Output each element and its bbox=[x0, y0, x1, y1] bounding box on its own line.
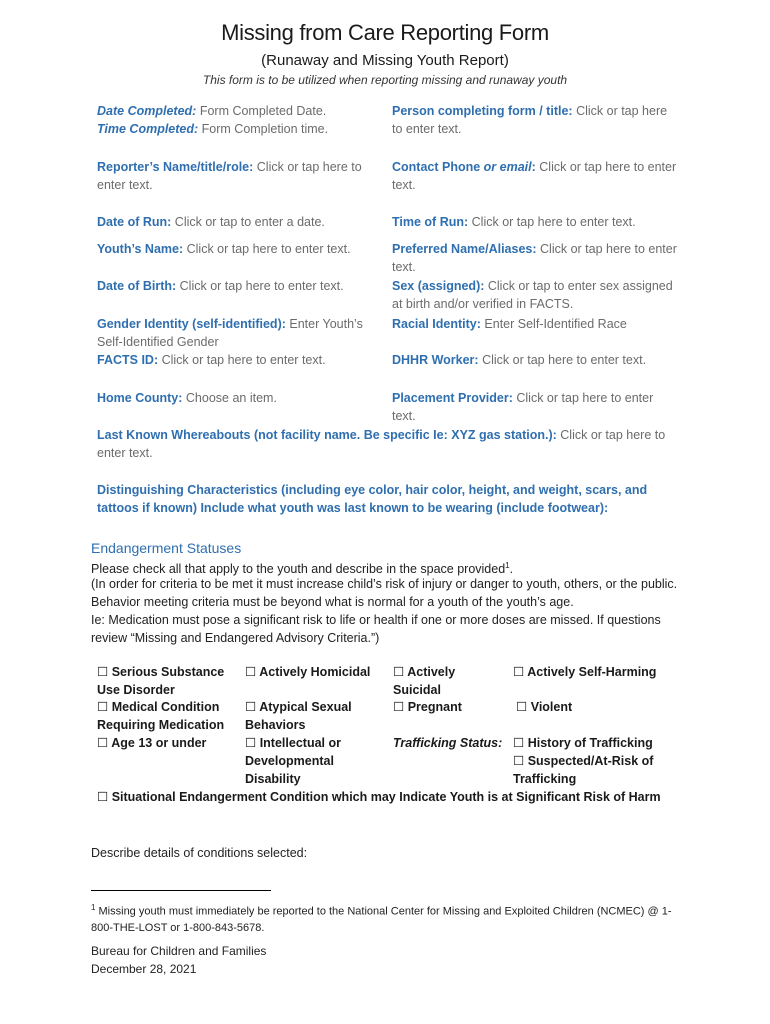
checkbox-label: Intellectual or Developmental Disability bbox=[245, 736, 341, 786]
gender-identity-value[interactable]: Enter Youth’s Self-Identified Gender bbox=[97, 317, 363, 349]
distinguishing-characteristics-field[interactable] bbox=[97, 481, 682, 517]
sex-assigned-label: Sex (assigned): bbox=[392, 279, 485, 293]
checkbox-violent[interactable] bbox=[516, 698, 656, 716]
racial-identity-field[interactable] bbox=[392, 315, 682, 333]
person-completing-field[interactable] bbox=[392, 102, 677, 138]
preferred-name-label: Preferred Name/Aliases: bbox=[392, 242, 537, 256]
distinguishing-label: Distinguishing Characteristics (including eye color, hair color, height, and weight, scars, and tattoos if known) Include what youth was last known to be wearing (include footwear): bbox=[97, 483, 648, 515]
checkbox-label: Age 13 or under bbox=[111, 736, 207, 750]
checkbox-atypical-sexual[interactable] bbox=[245, 698, 365, 734]
checkbox-age-13[interactable] bbox=[97, 734, 237, 752]
home-county-label: Home County: bbox=[97, 391, 183, 405]
checkbox-label: Serious Substance Use Disorder bbox=[97, 665, 225, 697]
checkbox-label: Atypical Sexual Behaviors bbox=[245, 700, 352, 732]
time-of-run-value[interactable]: Click or tap here to enter text. bbox=[471, 215, 636, 229]
racial-identity-label: Racial Identity: bbox=[392, 317, 481, 331]
contact-phone-label: Contact Phone or email: bbox=[392, 160, 536, 174]
time-of-run-label: Time of Run: bbox=[392, 215, 469, 229]
checkbox-icon[interactable]: ☐ bbox=[513, 754, 525, 768]
checkbox-actively-self-harming[interactable] bbox=[513, 663, 673, 681]
checkbox-situational[interactable] bbox=[97, 788, 697, 806]
checkbox-icon[interactable]: ☐ bbox=[516, 700, 528, 714]
checkbox-label: History of Trafficking bbox=[527, 736, 653, 750]
preferred-name-value[interactable]: Click or tap here to enter text. bbox=[392, 242, 677, 274]
footnote-number: 1 bbox=[91, 903, 96, 912]
form-intro: This form is to be utilized when reporting missing and runaway youth bbox=[202, 73, 568, 87]
footnote-text: Missing youth must immediately be reported to the National Center for Missing and Exploited Children (NCMEC) @ 1-800-THE-LOST or 1-800-843-5678. bbox=[91, 905, 672, 934]
footnote-ref: 1 bbox=[505, 561, 510, 570]
dhhr-worker-field[interactable] bbox=[392, 351, 682, 369]
youth-name-field[interactable] bbox=[97, 240, 382, 258]
reporter-name-value[interactable]: Click or tap here to enter text. bbox=[97, 160, 362, 192]
youth-name-label: Youth’s Name: bbox=[97, 242, 184, 256]
contact-phone-value[interactable]: Click or tap here to enter text. bbox=[392, 160, 677, 192]
checkbox-icon[interactable]: ☐ bbox=[513, 736, 525, 750]
checkbox-label: Violent bbox=[530, 700, 573, 714]
date-completed-label: Date Completed: bbox=[97, 104, 197, 118]
checkbox-icon[interactable]: ☐ bbox=[245, 700, 257, 714]
reporter-name-label: Reporter’s Name/title/role: bbox=[97, 160, 254, 174]
checkbox-intellectual[interactable] bbox=[245, 734, 365, 788]
checkbox-pregnant[interactable] bbox=[393, 698, 503, 716]
checkbox-icon[interactable]: ☐ bbox=[245, 736, 257, 750]
home-county-dropdown[interactable]: Choose an item. bbox=[185, 391, 277, 405]
checkbox-icon[interactable]: ☐ bbox=[393, 700, 405, 714]
checkbox-label: Situational Endangerment Condition which may Indicate Youth is at Significant Risk of Harm bbox=[111, 790, 661, 804]
checkbox-icon[interactable]: ☐ bbox=[97, 790, 109, 804]
person-completing-value[interactable]: Click or tap here to enter text. bbox=[392, 104, 668, 136]
facts-id-field[interactable] bbox=[97, 351, 382, 369]
checkbox-label: Actively Homicidal bbox=[259, 665, 371, 679]
checkbox-label: Medical Condition Requiring Medication bbox=[97, 700, 225, 732]
facts-id-value[interactable]: Click or tap here to enter text. bbox=[161, 353, 326, 367]
placement-provider-field[interactable] bbox=[392, 389, 677, 425]
endangerment-heading: Endangerment Statuses bbox=[91, 540, 242, 556]
last-known-value[interactable]: Click or tap here to enter text. bbox=[97, 428, 666, 460]
footnote-divider bbox=[91, 890, 271, 891]
checkbox-icon[interactable]: ☐ bbox=[393, 665, 405, 679]
reporter-name-field[interactable] bbox=[97, 158, 377, 194]
checkbox-icon[interactable]: ☐ bbox=[513, 665, 525, 679]
checkbox-icon[interactable]: ☐ bbox=[97, 736, 109, 750]
time-completed-label: Time Completed: bbox=[97, 122, 199, 136]
endangerment-instructions: Please check all that apply to the youth and describe in the space provided$^1$. bbox=[91, 561, 514, 577]
date-of-birth-value[interactable]: Click or tap here to enter text. bbox=[179, 279, 344, 293]
checkbox-medical-condition[interactable] bbox=[97, 698, 237, 734]
form-title: Missing from Care Reporting Form bbox=[221, 20, 549, 45]
checkbox-label: Actively Suicidal bbox=[393, 665, 456, 697]
checkbox-icon[interactable]: ☐ bbox=[97, 700, 109, 714]
checkbox-serious-substance[interactable] bbox=[97, 663, 237, 699]
checkbox-suspected-trafficking[interactable] bbox=[513, 752, 663, 788]
placement-provider-value[interactable]: Click or tap here to enter text. bbox=[392, 391, 654, 423]
checkbox-history-trafficking[interactable] bbox=[513, 734, 678, 752]
sex-assigned-field[interactable] bbox=[392, 277, 682, 313]
date-completed-field[interactable] bbox=[97, 102, 377, 120]
gender-identity-label: Gender Identity (self-identified): bbox=[97, 317, 286, 331]
footer-org: Bureau for Children and Families bbox=[91, 944, 267, 958]
gender-identity-field[interactable] bbox=[97, 315, 372, 351]
preferred-name-field[interactable] bbox=[392, 240, 677, 276]
checkbox-label: Actively Self-Harming bbox=[527, 665, 657, 679]
time-of-run-field[interactable] bbox=[392, 213, 682, 231]
checkbox-label: Pregnant bbox=[407, 700, 462, 714]
contact-phone-field[interactable] bbox=[392, 158, 677, 194]
checkbox-actively-homicidal[interactable] bbox=[245, 663, 385, 681]
racial-identity-value[interactable]: Enter Self-Identified Race bbox=[484, 317, 627, 331]
dhhr-worker-label: DHHR Worker: bbox=[392, 353, 479, 367]
date-of-run-field[interactable] bbox=[97, 213, 382, 231]
form-subtitle: (Runaway and Missing Youth Report) bbox=[261, 52, 509, 69]
checkbox-actively-suicidal[interactable] bbox=[393, 663, 473, 699]
home-county-field[interactable] bbox=[97, 389, 382, 407]
footer-date: December 28, 2021 bbox=[91, 962, 197, 976]
endangerment-medication-text: Ie: Medication must pose a significant risk to life or health if one or more doses are missed. If questions review “Missing and Endangered Advisory Criteria.”) bbox=[91, 613, 661, 645]
date-of-run-label: Date of Run: bbox=[97, 215, 172, 229]
facts-id-label: FACTS ID: bbox=[97, 353, 159, 367]
date-of-run-value[interactable]: Click or tap to enter a date. bbox=[174, 215, 325, 229]
endangerment-criteria-text: (In order for criteria to be met it must increase child’s risk of injury or danger to youth, others, or the public. Behavior meeting criteria must be beyond what is normal for a youth of the youth’s age. bbox=[91, 577, 678, 609]
dhhr-worker-value[interactable]: Click or tap here to enter text. bbox=[482, 353, 647, 367]
footnote bbox=[91, 900, 681, 936]
date-of-birth-label: Date of Birth: bbox=[97, 279, 177, 293]
placement-provider-label: Placement Provider: bbox=[392, 391, 513, 405]
describe-details-label[interactable]: Describe details of conditions selected: bbox=[91, 846, 308, 860]
checkbox-icon[interactable]: ☐ bbox=[245, 665, 257, 679]
date-of-birth-field[interactable] bbox=[97, 277, 382, 295]
date-completed-value[interactable]: Form Completed Date. bbox=[199, 104, 327, 118]
checkbox-label: Suspected/At-Risk of Trafficking bbox=[513, 754, 654, 786]
youth-name-value[interactable]: Click or tap here to enter text. bbox=[186, 242, 351, 256]
last-known-whereabouts-field[interactable] bbox=[97, 426, 682, 462]
time-completed-field[interactable] bbox=[97, 120, 377, 138]
last-known-label: Last Known Whereabouts (not facility name. Be specific Ie: XYZ gas station.): bbox=[97, 428, 557, 442]
sex-assigned-value[interactable]: Click or tap to enter sex assigned at birth and/or verified in FACTS. bbox=[392, 279, 673, 311]
time-completed-value[interactable]: Form Completion time. bbox=[201, 122, 329, 136]
person-completing-label: Person completing form / title: bbox=[392, 104, 573, 118]
trafficking-status-label: Trafficking Status: bbox=[393, 736, 503, 750]
checkbox-icon[interactable]: ☐ bbox=[97, 665, 109, 679]
